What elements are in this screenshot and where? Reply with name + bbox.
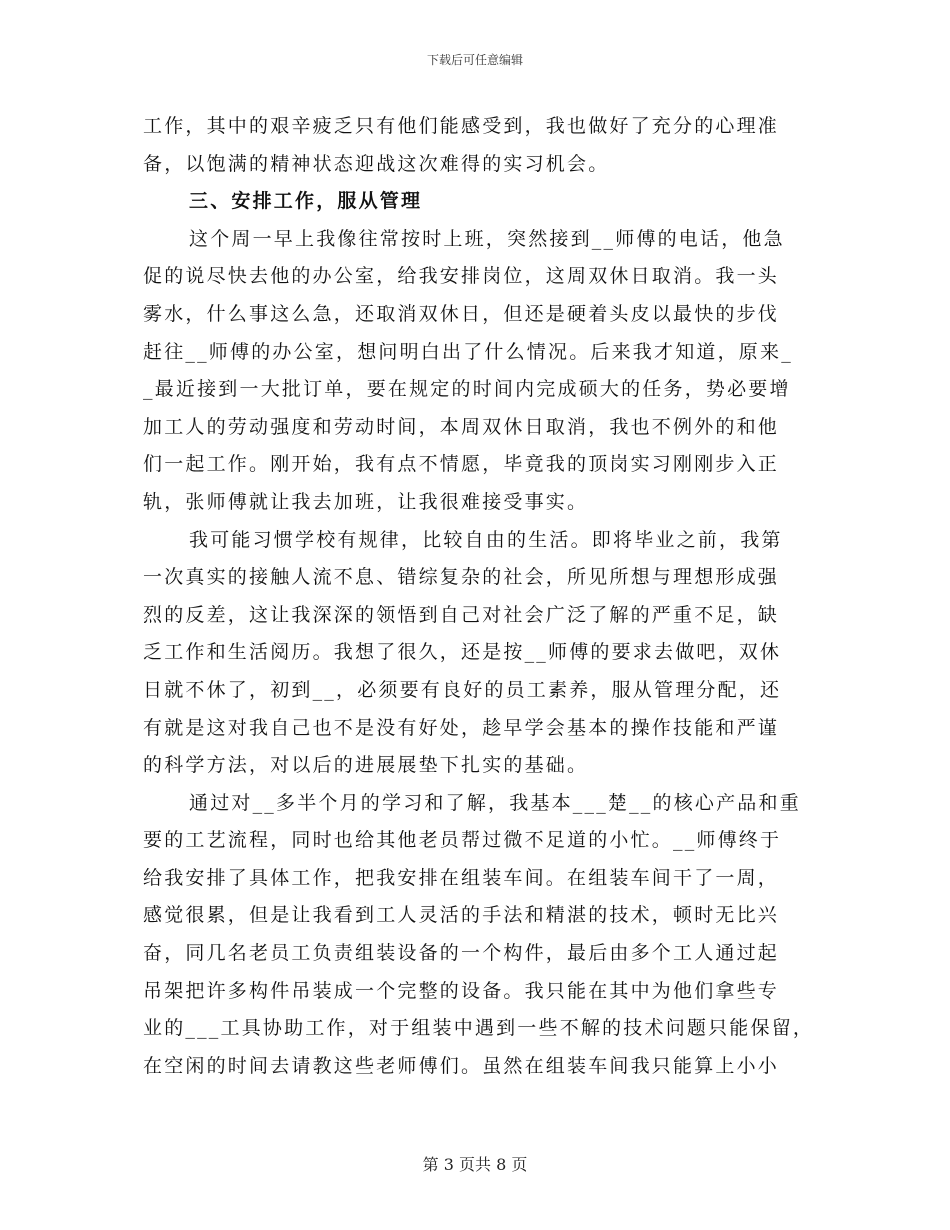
body-line: 促的说尽快去他的办公室，给我安排岗位，这周双休日取消。我一头 (143, 265, 780, 288)
body-line: 日就不休了，初到__，必须要有良好的员工素养，服从管理分配，还 (143, 678, 782, 701)
body-line: 感觉很累，但是让我看到工人灵活的手法和精湛的技术，顿时无比兴 (143, 904, 780, 927)
body-line: 的科学方法，对以后的进展展垫下扎实的基础。 (143, 754, 589, 777)
body-line: 轨，张师傅就让我去加班，让我很难接受事实。 (143, 490, 589, 513)
body-line: 在空闲的时间去请教这些老师傅们。虽然在组装车间我只能算上小小 (143, 1054, 780, 1077)
body-line: 赶往__师傅的办公室，想问明白出了什么情况。后来我才知道，原来_ (143, 340, 793, 363)
body-line: 吊架把许多构件吊装成一个完整的设备。我只能在其中为他们拿些专 (143, 979, 780, 1002)
body-line: 备，以饱满的精神状态迎战这次难得的实习机会。 (143, 152, 610, 175)
body-line: 乏工作和生活阅历。我想了很久，还是按__师傅的要求去做吧，双休 (143, 641, 782, 664)
page-header-note: 下载后可任意编辑 (426, 53, 523, 67)
body-line: 要的工艺流程，同时也给其他老员帮过微不足道的小忙。__师傅终于 (143, 829, 782, 852)
body-line: 业的___工具协助工作，对于组装中遇到一些不解的技术问题只能保留， (143, 1017, 815, 1040)
body-line: _最近接到一大批订单，要在规定的时间内完成硕大的任务，势必要增 (143, 378, 791, 401)
body-line: 给我安排了具体工作，把我安排在组装车间。在组装车间干了一周， (143, 866, 780, 889)
body-line: 雾水，什么事这么急，还取消双休日，但还是硬着头皮以最快的步伐 (143, 302, 780, 325)
body-line: 一次真实的接触人流不息、错综复杂的社会，所见所想与理想形成强 (143, 566, 780, 589)
section-heading: 三、安排工作，服从管理 (189, 190, 423, 213)
body-line: 工作，其中的艰辛疲乏只有他们能感受到，我也做好了充分的心理准 (143, 115, 780, 137)
body-line: 加工人的劳动强度和劳动时间，本周双休日取消，我也不例外的和他 (143, 415, 780, 438)
document-body (143, 108, 823, 1085)
body-line: 烈的反差，这让我深深的领悟到自己对社会广泛了解的严重不足，缺 (143, 603, 780, 626)
body-line: 有就是这对我自己也不是没有好处，趁早学会基本的操作技能和严谨 (143, 716, 780, 739)
body-line: 通过对__多半个月的学习和了解，我基本___楚__的核心产品和重 (189, 791, 801, 814)
body-line: 们一起工作。刚开始，我有点不情愿，毕竟我的顶岗实习刚刚步入正 (143, 453, 780, 476)
page-number-footer: 第 3 页共 8 页 (422, 1155, 528, 1174)
body-line: 我可能习惯学校有规律，比较自由的生活。即将毕业之前，我第 (189, 528, 783, 551)
body-line: 这个周一早上我像往常按时上班，突然接到__师傅的电话，他急 (189, 227, 785, 250)
body-line: 奋，同几名老员工负责组装设备的一个构件，最后由多个工人通过起 (143, 942, 780, 965)
